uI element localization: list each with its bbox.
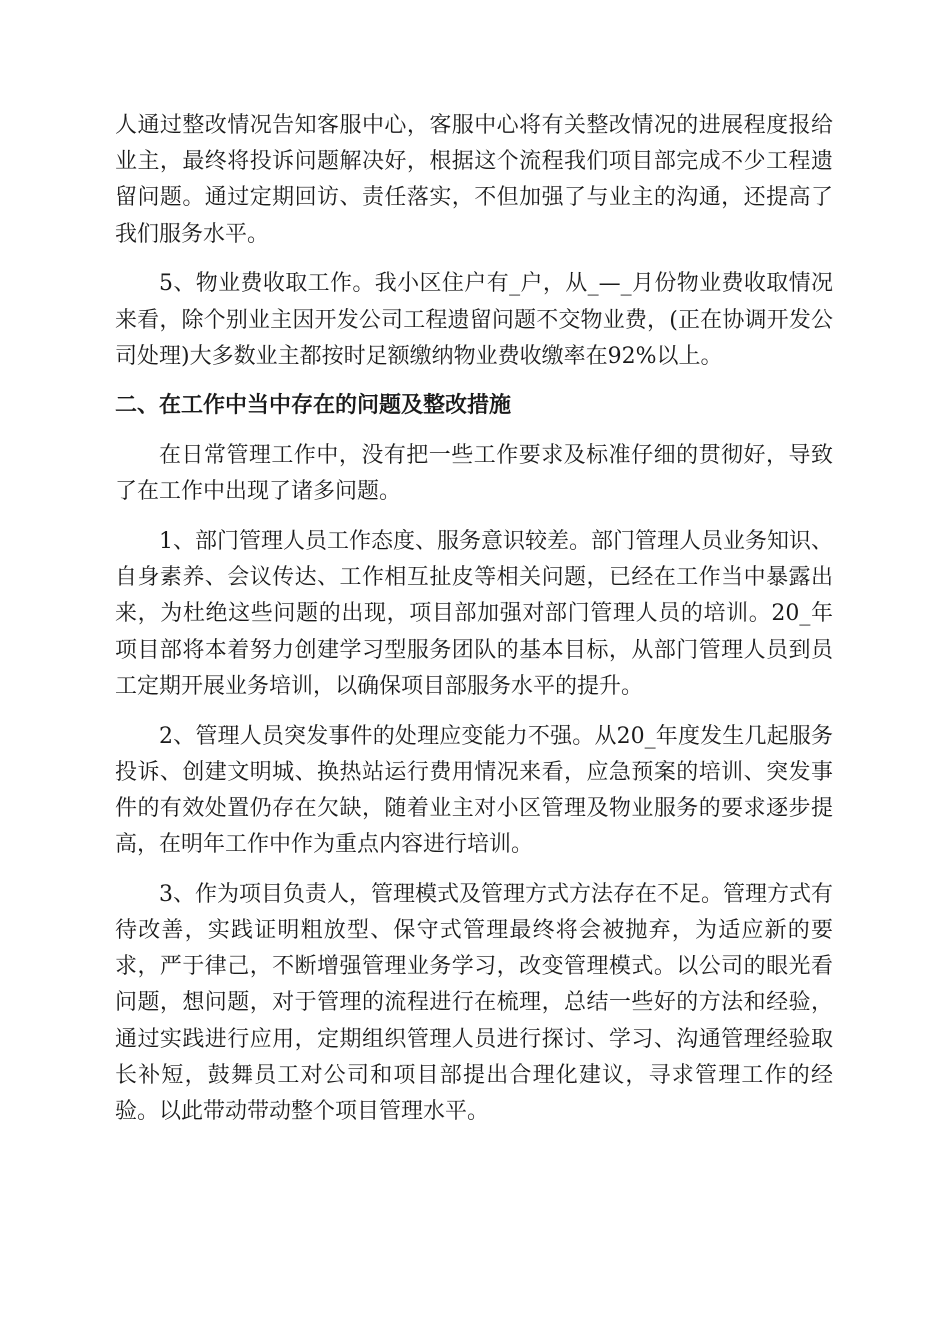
paragraph-complaint-process: 人通过整改情况告知客服中心，客服中心将有关整改情况的进展程度报给业主，最终将投诉问题解决好，根据这个流程我们项目部完成不少工程遗留问题。通过定期回访、责任落实，不但加强了与业主的沟通，还提高了我们服务水平。 [115,113,833,247]
section-heading-problems: 二、在工作中当中存在的问题及整改措施 [115,393,512,419]
paragraph-issue-3-management: 3、作为项目负责人，管理模式及管理方式方法存在不足。管理方式有待改善，实践证明粗放型、保守式管理最终将会被抛弃，为适应新的要求，严于律己，不断增强管理业务学习，改变管理模式。以公司的眼光看问题，想问题，对于管理的流程进行在梳理，总结一些好的方法和经验，通过实践进行应用，定期组织管理人员进行探讨、学习、沟通管理经验取长补短，鼓舞员工对公司和项目部提出合理化建议，寻求管理工作的经验。以此带动带动整个项目管理水平。 [115,881,833,1125]
paragraph-issue-2-emergency: 2、管理人员突发事件的处理应变能力不强。从20_年度发生几起服务投诉、创建文明城、换热站运行费用情况来看，应急预案的培训、突发事件的有效处置仍存在欠缺，随着业主对小区管理及物业服务的要求逐步提高，在明年工作中作为重点内容进行培训。 [115,723,833,858]
paragraph-issue-1-attitude: 1、部门管理人员工作态度、服务意识较差。部门管理人员业务知识、自身素养、会议传达、工作相互扯皮等相关问题，已经在工作当中暴露出来，为杜绝这些问题的出现，项目部加强对部门管理人员的培训。20_年项目部将本着努力创建学习型服务团队的基本目标，从部门管理人员到员工定期开展业务培训，以确保项目部服务水平的提升。 [115,529,833,699]
document-page [115,108,833,1144]
paragraph-property-fee: 5、物业费收取工作。我小区住户有_户，从_—_月份物业费收取情况来看，除个别业主因开发公司工程遗留问题不交物业费，(正在协调开发公司处理)大多数业主都按时足额缴纳物业费收缴率在92%以上。 [115,271,833,369]
paragraph-problems-intro: 在日常管理工作中，没有把一些工作要求及标准仔细的贯彻好，导致了在工作中出现了诸多问题。 [115,443,833,505]
